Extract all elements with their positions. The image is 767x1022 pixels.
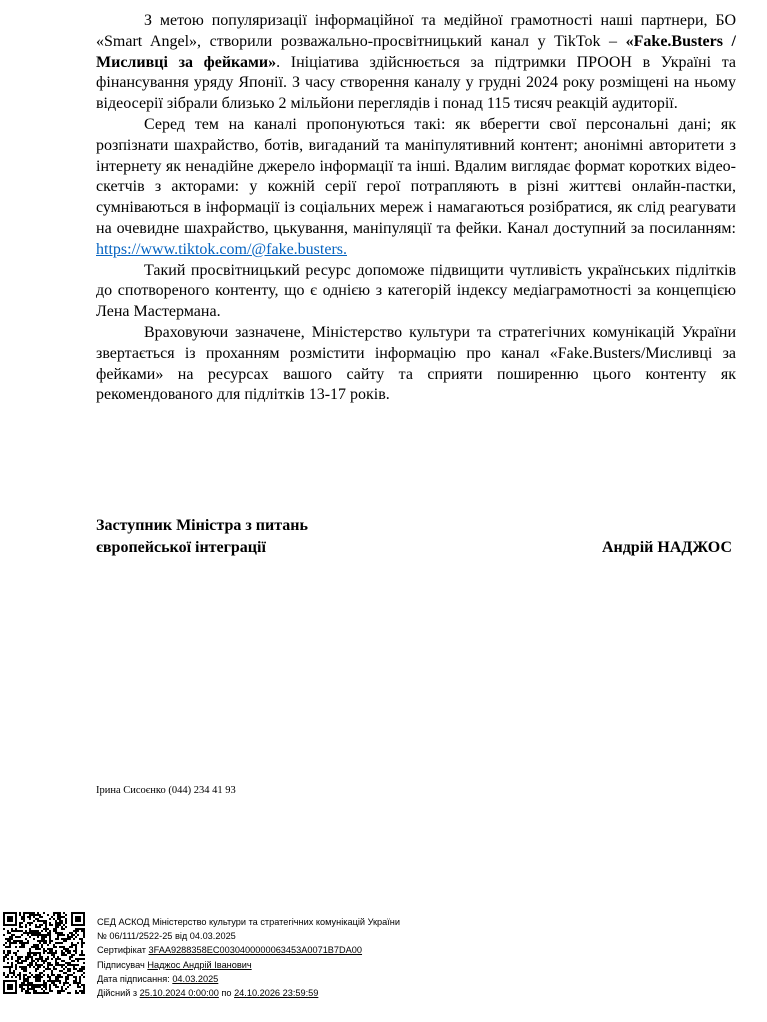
stamp-validity: Дійсний з 25.10.2024 0:00:00 по 24.10.2026 23:59:59 (97, 988, 319, 999)
stamp-certificate: Сертифікат 3FAA9288358EC0030400000063453A0071B7DA00 (97, 945, 363, 956)
stamp-sign-date: Дата підписання: 04.03.2025 (97, 973, 219, 984)
signatory-title: Заступник Міністра з питань європейської інтеграції (96, 517, 308, 556)
stamp-signer: Підписувач Наджос Андрій Іванович (97, 959, 252, 970)
signatory-name: Андрій НАДЖОС (601, 539, 732, 556)
tiktok-link[interactable]: https://www.tiktok.com/@fake.busters. (96, 240, 347, 258)
channel-name: «Fake.Busters /Мисливці за фейками» (96, 32, 736, 71)
letter-body (96, 11, 736, 406)
paragraph-4: Враховуючи зазначене, Міністерство культури та стратегічних комунікацій України звертається із проханням розмістити інформацію про канал «Fake.Busters/Мисливці за фейками» на ресурсах вашого сайту та сприяти поширенню цього контенту як рекомендованого для підлітків 13-17 років. (96, 323, 736, 404)
paragraph-3: Такий просвітницький ресурс допоможе підвищити чутливість українських підлітків до спотвореного контенту, що є однією з категорій індексу медіаграмотності за концепцією Лена Мастермана. (96, 261, 736, 321)
paragraph-1: З метою популяризації інформаційної та медійної грамотності наші партнери, БО «Smart Angel», створили розважально-просвітницький канал у TikTok – «Fake.Busters /Мисливці за фейками». Ініціатива здійснюється за підтримки ПРООН в Україні та фінансування уряду Японії. З часу створення каналу у грудні 2024 року розміщені на ньому відеосерії зібрали близько 2 мільйони переглядів і понад 115 тисяч реакцій аудиторії. (96, 12, 736, 113)
qr-code-icon (3, 912, 85, 994)
contact-person: Ірина Сисоєнко (044) 234 41 93 (96, 785, 236, 796)
paragraph-2: Серед тем на каналі пропонуються такі: як вберегти свої персональні дані; як розпізнати шахрайство, ботів, вигаданий та маніпулятивний контент; анонімні авторитети з інтернету як ненадійне джерело інформації та інші. Вдалим виглядає формат коротких відео-скетчів з акторами: у кожній серії герої потрапляють в різні життєві онлайн-пастки, сумніваються в інформації із соціальних мереж і намагаються розібратися, як слід реагувати на очевидне шахрайство, цькування, маніпуляції та фейки. Канал доступний за посиланням: https://www.tiktok.com/@fake.busters. (96, 115, 736, 258)
stamp-system: СЕД АСКОД Міністерство культури та стратегічних комунікацій України (97, 917, 401, 927)
e-signature-stamp (97, 915, 400, 1000)
stamp-reg-number: № 06/111/2522-25 від 04.03.2025 (97, 931, 236, 942)
